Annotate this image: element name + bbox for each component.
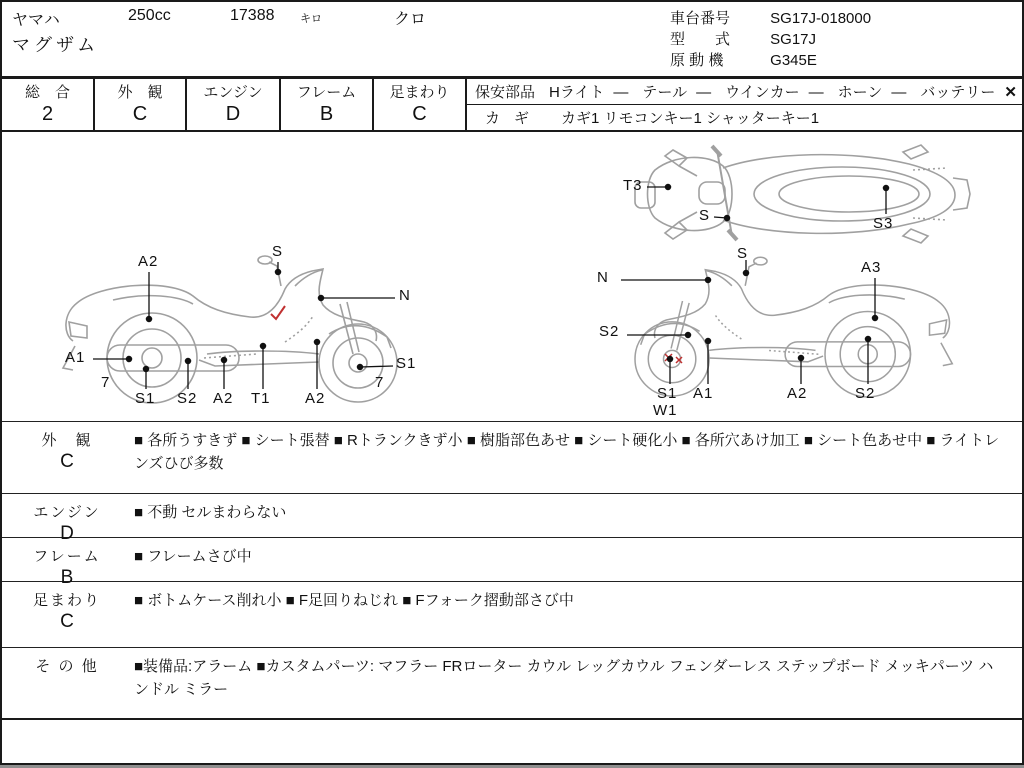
condition-row-undercarriage [2, 582, 1022, 648]
condition-engine-text: ■ 不動 セルまわらない [134, 504, 287, 521]
diagram-top-view [617, 142, 977, 247]
damage-code-label: A2 [213, 390, 234, 407]
rating-engine-label: エンジン [203, 84, 263, 101]
damage-diagram-area [2, 132, 1022, 421]
engine-code-label: 原 動 機 [670, 52, 724, 69]
mileage-value: 17388 [230, 7, 275, 24]
rating-frame [281, 79, 374, 130]
model-code-value: SG17J [770, 31, 817, 48]
condition-undercarriage-label: 足まわり [32, 592, 101, 609]
rating-frame-value: B [319, 103, 334, 125]
keys-label: カギ [485, 110, 544, 127]
rating-exterior-label: 外 観 [117, 84, 163, 101]
rating-engine-value: D [225, 103, 241, 125]
diagram-side-view-right [587, 240, 977, 430]
condition-exterior-text: ■ 各所うすきず ■ シート張替 ■ Rトランクきず小 ■ 樹脂部色あせ ■ シート硬化小 ■ 各所穴あけ加工 ■ シート色あせ中 ■ ライトレンズひび多数 [134, 432, 1000, 472]
damage-code-label: S2 [599, 323, 620, 340]
model-code-row [670, 28, 871, 49]
chassis-number-value: SG17J-018000 [770, 10, 872, 27]
damage-code-label: S3 [873, 215, 894, 232]
displacement: 250cc [128, 7, 171, 24]
rating-undercarriage-label: 足まわり [389, 84, 450, 101]
header [2, 2, 1022, 76]
damage-code-label: A3 [861, 259, 882, 276]
ratings-row [2, 76, 1022, 132]
rating-undercarriage-value: C [412, 103, 427, 125]
keys-row [467, 105, 1022, 130]
battery-status: バッテリー ✕ [920, 84, 1017, 101]
damage-code-label: S [737, 245, 749, 262]
condition-engine-grade: D [60, 523, 74, 544]
condition-frame-grade: B [60, 567, 74, 588]
scooter-top-art [635, 145, 970, 243]
condition-other-label: そ の 他 [35, 658, 99, 675]
condition-notes [2, 421, 1022, 763]
condition-other-text: ■装備品:アラーム ■カスタムパーツ: マフラー FRローター カウル レッグカウル フェンダーレス ステップボード メッキパーツ ハンドル ミラー [134, 658, 994, 698]
headlight-status: Hライト — [549, 84, 629, 101]
safety-parts-label: 保安部品 [475, 84, 536, 101]
maker-name: ヤマハ [12, 12, 60, 29]
damage-code-label: S [699, 207, 711, 224]
damage-code-label: 7 [375, 374, 385, 391]
condition-row-empty [2, 720, 1022, 764]
taillight-status: テール — [642, 84, 712, 101]
chassis-number-row [670, 7, 871, 28]
body-color: クロ [394, 11, 427, 28]
damage-code-label: S [272, 243, 284, 260]
condition-row-frame [2, 538, 1022, 588]
model-code-label: 型 式 [670, 31, 731, 48]
damage-code-label: A1 [65, 349, 86, 366]
condition-engine-label: エンジン [33, 504, 101, 521]
leader-lines [647, 184, 889, 220]
damage-code-label: S1 [135, 390, 156, 407]
condition-row-other [2, 648, 1022, 720]
vehicle-id-block [670, 7, 871, 70]
diagram-side-view-left [57, 242, 477, 422]
damage-code-label: S1 [657, 385, 678, 402]
model-name: マグザム [12, 35, 100, 55]
damage-code-label: N [597, 269, 609, 286]
mileage-unit: キロ [300, 13, 322, 25]
keys-value: カギ1 リモコンキー1 シャッターキー1 [561, 110, 820, 127]
rating-engine [187, 79, 281, 130]
condition-frame-label: フレーム [33, 548, 101, 565]
condition-frame-text: ■ フレームさび中 [134, 548, 252, 565]
winker-status: ウインカー — [725, 84, 824, 101]
damage-code-label: S2 [855, 385, 876, 402]
damage-code-label: W1 [653, 402, 678, 419]
engine-code-value: G345E [770, 52, 817, 69]
rating-exterior [95, 79, 187, 130]
damage-code-label: 7 [101, 374, 111, 391]
damage-code-label: S1 [396, 355, 417, 372]
damage-code-label: A2 [787, 385, 808, 402]
rating-overall-label: 総 合 [24, 84, 70, 101]
rating-overall-value: 2 [41, 103, 54, 125]
safety-parts-box [467, 79, 1022, 130]
damage-code-label: S2 [177, 390, 198, 407]
damage-code-label: T1 [251, 390, 271, 407]
rating-exterior-value: C [132, 103, 148, 125]
chassis-number-label: 車台番号 [670, 10, 731, 27]
damage-code-label: A2 [305, 390, 326, 407]
condition-undercarriage-text: ■ ボトムケース削れ小 ■ F足回りねじれ ■ Fフォーク摺動部さび中 [134, 592, 574, 609]
condition-exterior-label: 外 観 [41, 432, 93, 449]
condition-undercarriage-grade: C [60, 611, 74, 632]
safety-parts-row [467, 79, 1022, 105]
damage-code-label: N [399, 287, 411, 304]
damage-code-label: A2 [138, 253, 159, 270]
rating-undercarriage [374, 79, 467, 130]
damage-code-label: T3 [623, 177, 643, 194]
condition-row-engine [2, 494, 1022, 544]
rating-overall [2, 79, 95, 130]
engine-code-row [670, 49, 871, 70]
damage-code-label: A1 [693, 385, 714, 402]
condition-exterior-grade: C [60, 451, 74, 472]
horn-status: ホーン — [837, 84, 907, 101]
condition-row-exterior [2, 422, 1022, 494]
rating-frame-label: フレーム [296, 84, 357, 101]
